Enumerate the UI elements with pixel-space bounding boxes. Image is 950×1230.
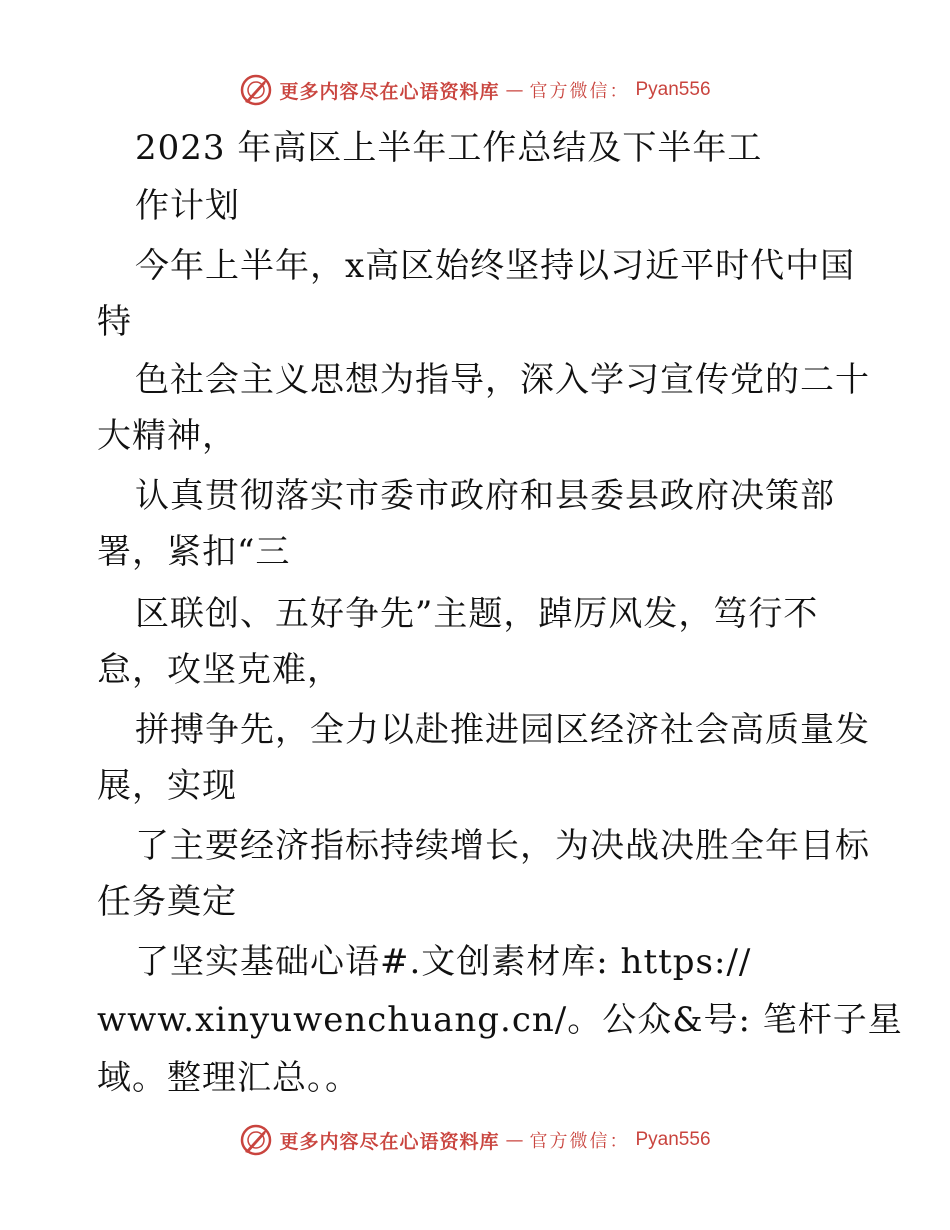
quill-logo-icon [239, 1123, 273, 1157]
watermark-wechat-label: 官方微信： [529, 81, 630, 102]
doc-line-9: 区联创、五好争先”主题，踔厉风发，笃行不 [135, 594, 819, 634]
doc-line-13: 了主要经济指标持续增长，为决战决胜全年目标 [135, 826, 870, 866]
watermark-wechat-id: Pyan556 [635, 1129, 711, 1150]
doc-line-14: 任务奠定 [97, 882, 237, 922]
watermark-main-text: 更多内容尽在心语资料库 [279, 80, 500, 103]
doc-line-7: 认真贯彻落实市委市政府和县委县政府决策部 [135, 476, 835, 516]
doc-line-15: 了坚实基础心语#.文创素材库: https:// [135, 942, 752, 982]
doc-line-17: 域。整理汇总。。 [97, 1058, 360, 1098]
watermark-dash: — [505, 1129, 524, 1151]
doc-line-3: 今年上半年，x高区始终坚持以习近平时代中国 [135, 246, 856, 286]
watermark-dash: — [505, 79, 524, 101]
doc-line-16: www.xinyuwenchuang.cn/。公众&号: 笔杆子星 [97, 1000, 903, 1040]
doc-title-line-2: 作计划 [135, 186, 240, 226]
bottom-watermark-banner [0, 1120, 950, 1160]
doc-line-12: 展，实现 [97, 766, 237, 806]
watermark-main-text: 更多内容尽在心语资料库 [279, 1130, 500, 1153]
watermark-wechat-label: 官方微信： [529, 1131, 630, 1152]
doc-line-6: 大精神， [97, 416, 237, 456]
doc-line-11: 拼搏争先，全力以赴推进园区经济社会高质量发 [135, 710, 870, 750]
doc-line-10: 怠，攻坚克难， [97, 650, 342, 690]
doc-line-8: 署，紧扣“三 [97, 532, 291, 572]
doc-title-line-1: 2023 年高区上半年工作总结及下半年工 [135, 128, 763, 168]
doc-line-4: 特 [97, 302, 132, 342]
doc-line-5: 色社会主义思想为指导，深入学习宣传党的二十 [135, 360, 870, 400]
watermark-wechat-id: Pyan556 [635, 79, 711, 100]
